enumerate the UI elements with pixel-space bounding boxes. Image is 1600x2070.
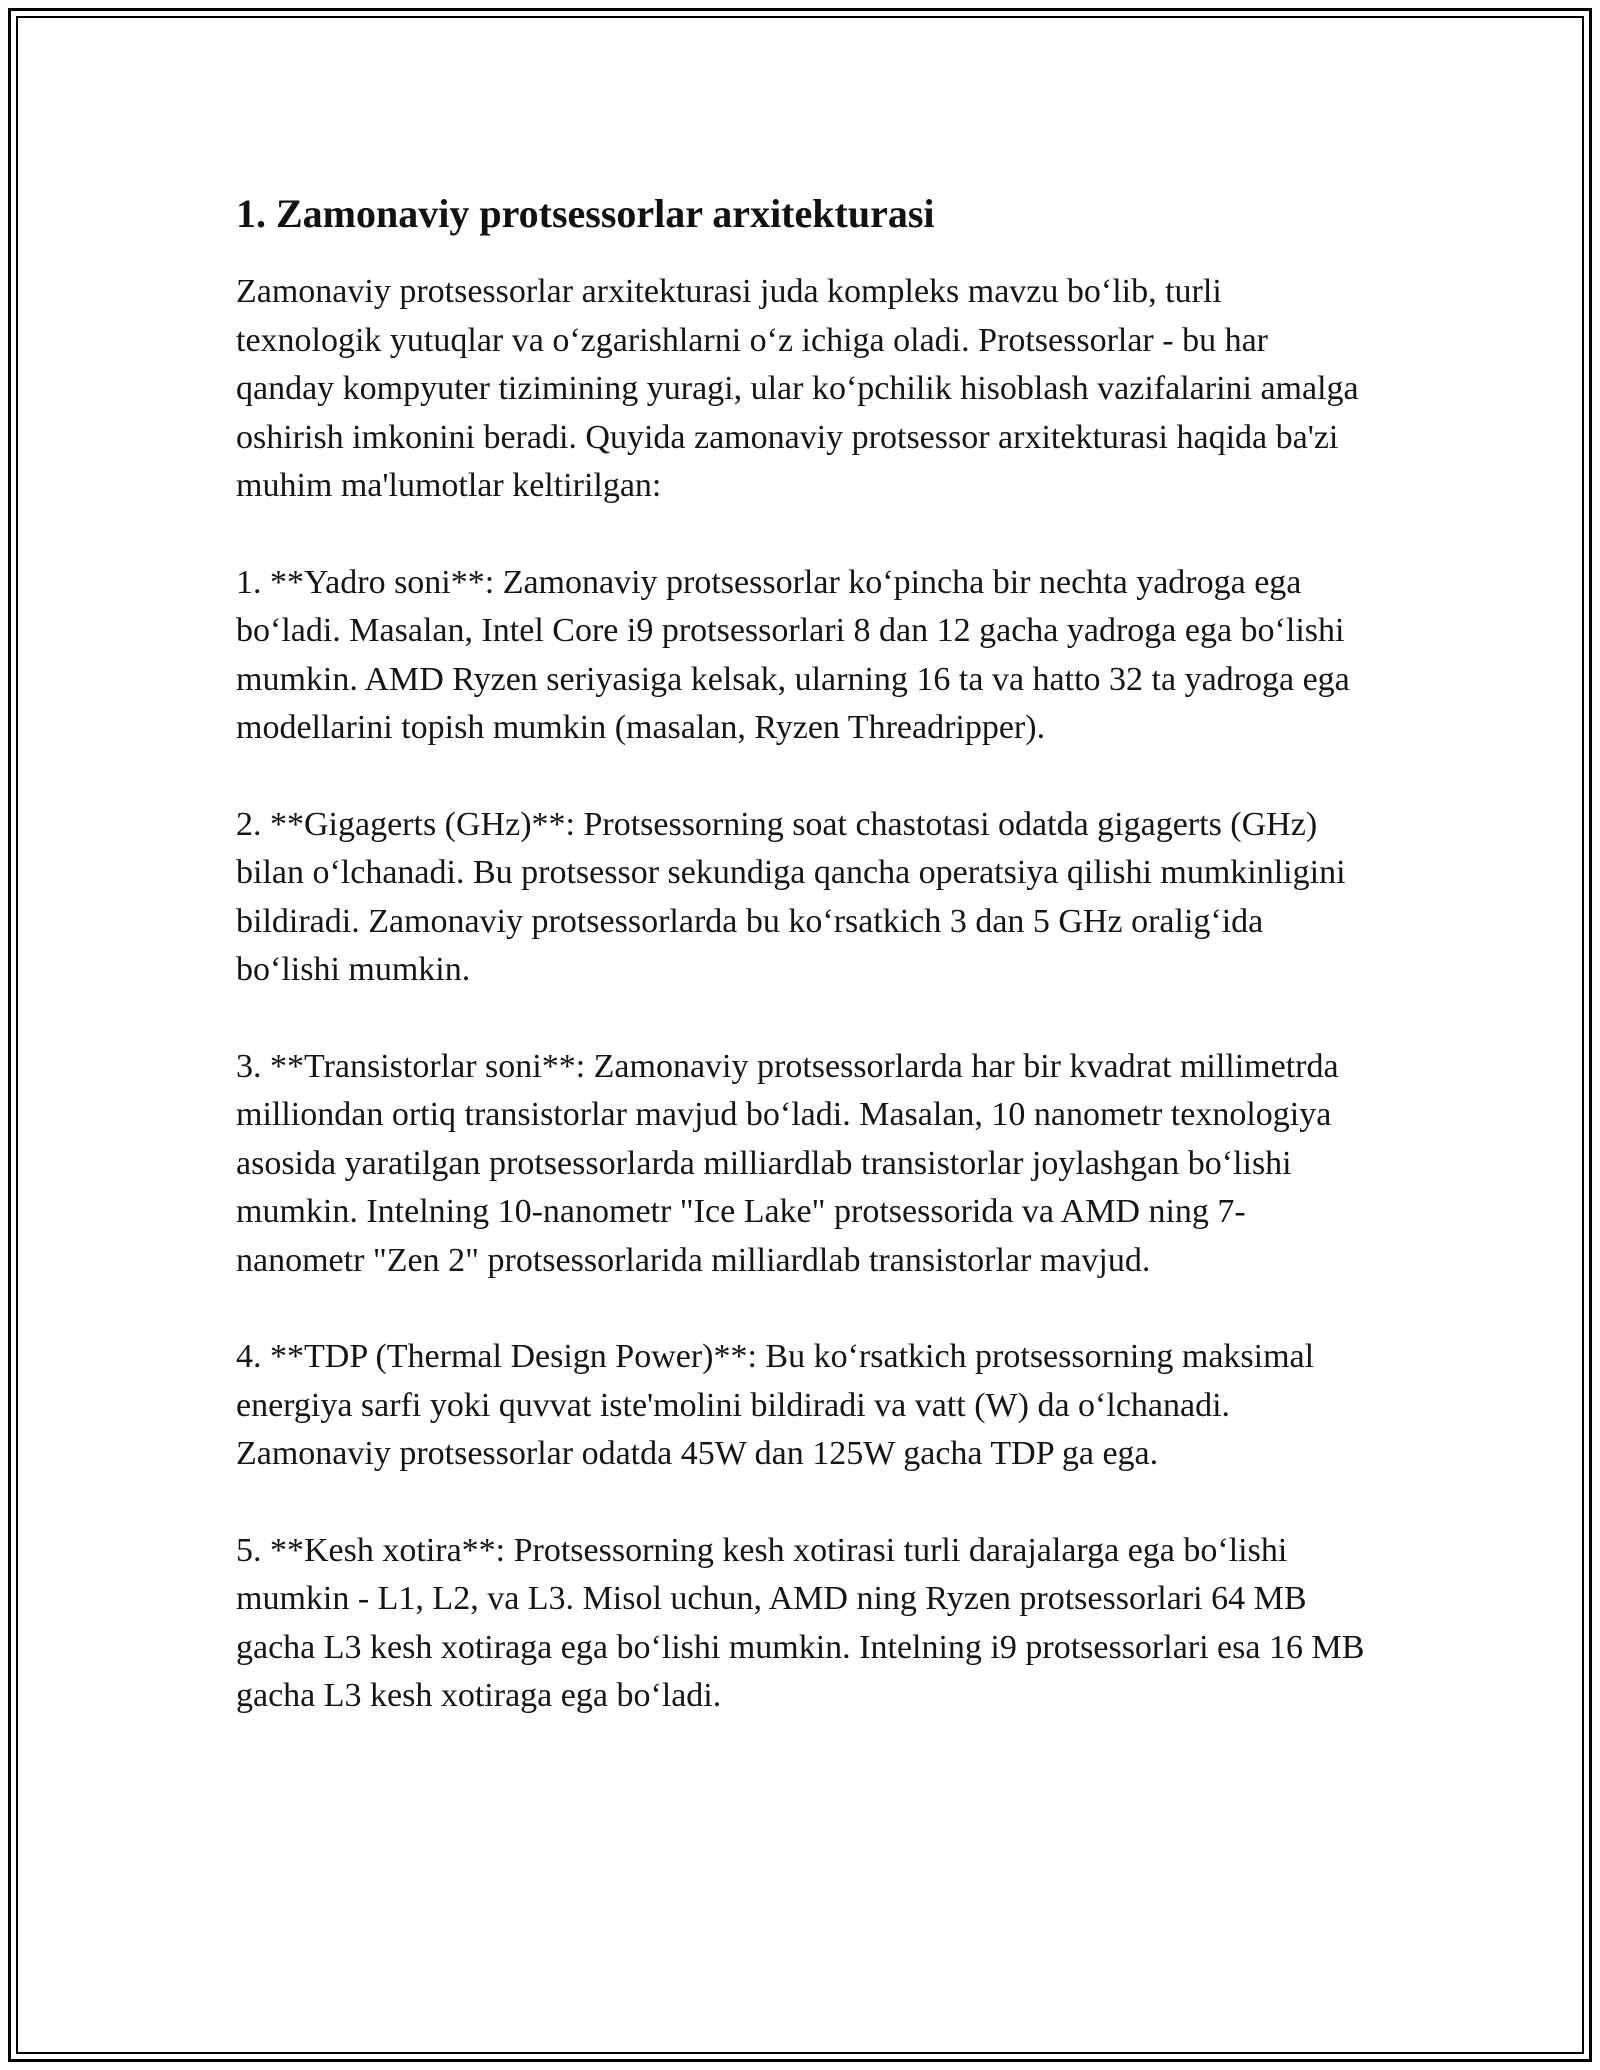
list-item-clock-speed: 2. **Gigagerts (GHz)**: Protsessorning soat chastotasi odatda gigagerts (GHz) bilan oʻlchanadi. Bu protsessor sekundiga qancha operatsiya qilishi mumkinligini bildiradi. Zamonaviy protsessorlarda bu koʻrsatkich 3 dan 5 GHz oraligʻida boʻlishi mumkin. — [236, 805, 1346, 988]
list-item-transistor-count: 3. **Transistorlar soni**: Zamonaviy protsessorlarda har bir kvadrat millimetrda milliondan ortiq transistorlar mavjud boʻladi. Masalan, 10 nanometr texnologiya asosida yaratilgan protsessorlarda milliardlab transistorlar joylashgan boʻlishi mumkin. Intelning 10-nanometr "Ice Lake" protsessorida va AMD ning 7-nanometr "Zen 2" protsessorlarida milliardlab transistorlar mavjud. — [236, 1047, 1339, 1279]
section-title: 1. Zamonaviy protsessorlar arxitekturasi — [236, 191, 935, 236]
document-body — [236, 188, 1371, 1769]
list-item-tdp: 4. **TDP (Thermal Design Power)**: Bu koʻrsatkich protsessorning maksimal energiya sarfi yoki quvvat iste'molini bildiradi va vatt (W) da oʻlchanadi. Zamonaviy protsessorlar odatda 45W dan 125W gacha TDP ga ega. — [236, 1338, 1315, 1472]
intro-paragraph: Zamonaviy protsessorlar arxitekturasi juda kompleks mavzu boʻlib, turli texnologik yutuqlar va oʻzgarishlarni oʻz ichiga oladi. Protsessorlar - bu har qanday kompyuter tizimining yuragi, ular koʻpchilik hisoblash vazifalarini amalga oshirish imkonini beradi. Quyida zamonaviy protsessor arxitekturasi haqida ba'zi muhim ma'lumotlar keltirilgan: — [236, 273, 1359, 504]
list-item-core-count: 1. **Yadro soni**: Zamonaviy protsessorlar koʻpincha bir nechta yadroga ega boʻladi. Masalan, Intel Core i9 protsessorlari 8 dan 12 gacha yadroga ega boʻlishi mumkin. AMD Ryzen seriyasiga kelsak, ularning 16 ta va hatto 32 ta yadroga ega modellarini topish mumkin (masalan, Ryzen Threadripper). — [236, 563, 1350, 746]
list-item-cache-memory: 5. **Kesh xotira**: Protsessorning kesh xotirasi turli darajalarga ega boʻlishi mumkin - L1, L2, va L3. Misol uchun, AMD ning Ryzen protsessorlari 64 MB gacha L3 kesh xotiraga ega boʻlishi mumkin. Intelning i9 protsessorlari esa 16 MB gacha L3 kesh xotiraga ega boʻladi. — [236, 1531, 1365, 1714]
